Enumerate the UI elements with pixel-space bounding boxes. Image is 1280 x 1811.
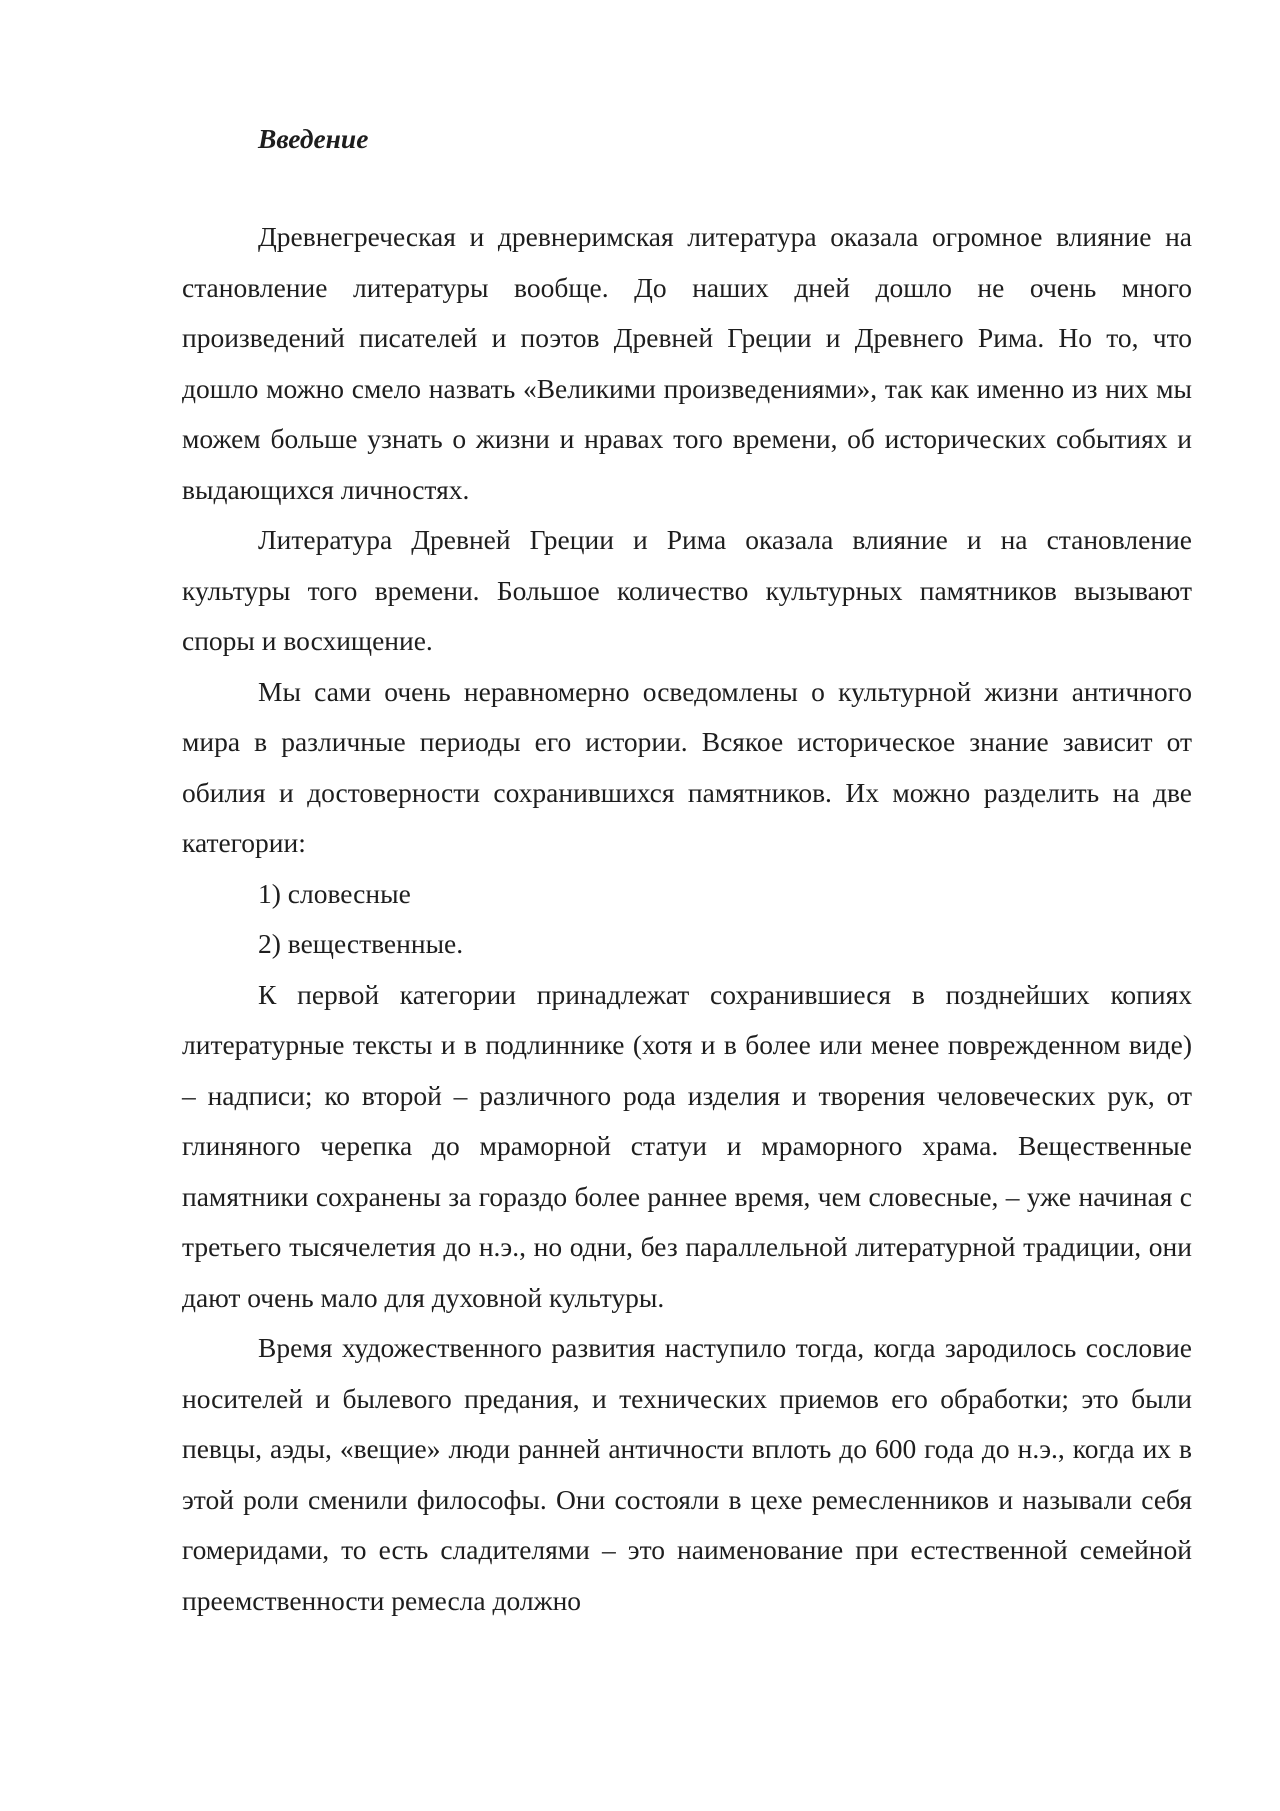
paragraph-artistic-development: Время художественного развития наступило тогда, когда зародилось сословие носителей и былевого предания, и технических приемов его обработки; это были певцы, аэды, «вещие» люди ранней античности вплоть до 600 года до н.э., когда их в этой роли сменили философы. Они состояли в цехе ремесленников и называли себя гомеридами, то есть сладителями – это наименование при естественной семейной преемственности ремесла должно	[182, 1332, 1192, 1616]
paragraph-categories: К первой категории принадлежат сохранившиеся в позднейших копиях литературные тексты и в подлиннике (хотя и в более или менее поврежденном виде) – надписи; ко второй – различного рода изделия и творения человеческих рук, от глиняного черепка до мраморной статуи и мраморного храма. Вещественные памятники сохранены за гораздо более раннее время, чем словесные, – уже начиная с третьего тысячелетия до н.э., но одни, без параллельной литературной традиции, они дают очень мало для духовной культуры.	[182, 978, 1192, 1313]
paragraph-sources: Мы сами очень неравномерно осведомлены о культурной жизни античного мира в различные периоды его истории. Всякое историческое знание зависит от обилия и достоверности сохранившихся памятников. Их можно разделить на две категории:	[182, 675, 1192, 858]
paragraph-intro: Древнегреческая и древнеримская литература оказала огромное влияние на становление литературы вообще. До наших дней дошло не очень много произведений писателей и поэтов Древней Греции и Древнего Рима. Но то, что дошло можно смело назвать «Великими произведениями», так как именно из них мы можем больше узнать о жизни и нравах того времени, об исторических событиях и выдающихся личностях.	[182, 221, 1192, 505]
list-item-material: 2) вещественные.	[258, 928, 464, 959]
paragraph-culture: Литература Древней Греции и Рима оказала влияние и на становление культуры того времени. Большое количество культурных памятников вызывают споры и восхищение.	[182, 524, 1192, 656]
section-heading: Введение	[258, 123, 369, 154]
list-item-verbal: 1) словесные	[258, 877, 411, 909]
document-body	[182, 118, 1192, 1626]
